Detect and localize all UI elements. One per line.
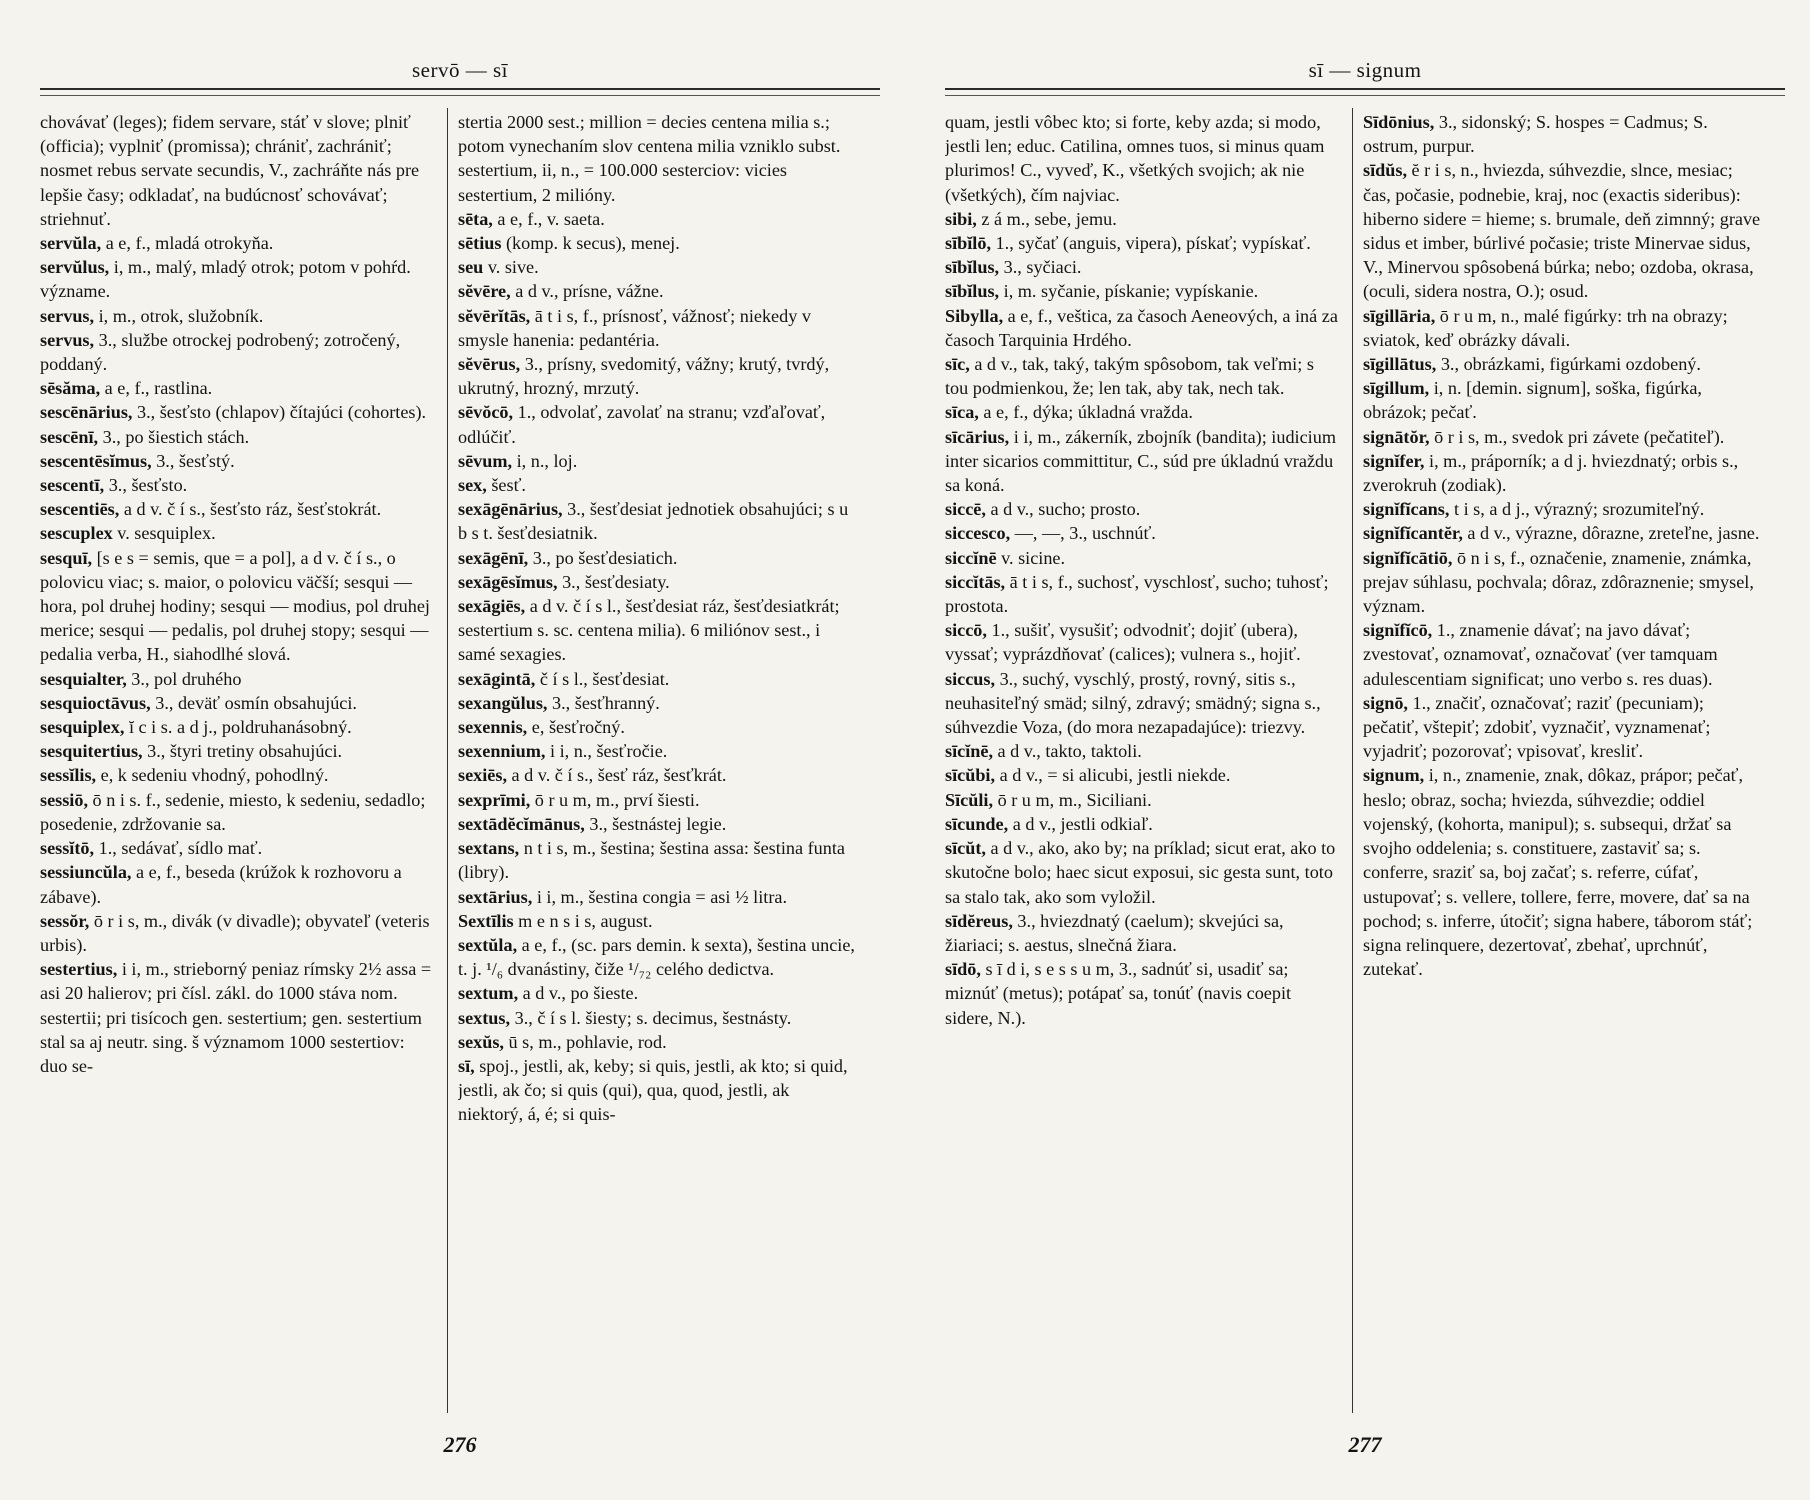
entry-definition: a d v., = si alicubi, jestli niekde.: [999, 765, 1231, 786]
entry-definition: 1., odvolať, zavolať na stranu; vzďaľovať, odlúčiť.: [458, 402, 826, 447]
entry-definition: 3., po šesťdesiatich.: [532, 547, 678, 568]
entry-definition: quam, jestli vôbec kto; si forte, keby azda; si modo, jestli len; educ. Catilina, omnes tuos, si minus quam plurimos! C., vyveď, K., všetkých svojich; ak nie (všetkých), čím najviac.: [945, 112, 1325, 205]
dictionary-entry: [40, 231, 435, 255]
entry-headword: sexŭs,: [458, 1031, 504, 1052]
entry-headword: sīdō,: [945, 959, 981, 980]
entry-headword: sextum,: [458, 983, 519, 1004]
entry-definition: s ī d i, s e s s u m, 3., sadnúť si, usadiť sa; miznúť (metus); potápať sa, tonúť (navis coepit sidere, N.).: [945, 959, 1292, 1028]
dictionary-entry: [40, 473, 435, 497]
dictionary-entry: [945, 618, 1340, 666]
entry-definition: t i s, a d j., výrazný; srozumiteľný.: [1453, 499, 1705, 520]
entry-definition: ō r u m, m., prví šiesti.: [534, 789, 700, 810]
dictionary-entry: [458, 570, 858, 594]
dictionary-entry: [1363, 449, 1763, 497]
entry-headword: sībĭlus,: [945, 281, 1000, 302]
page-number: 276: [443, 1432, 477, 1457]
entry-definition: ō r u m, n., malé figúrky: trh na obrazy; sviatok, keď obrázky dávali.: [1363, 305, 1728, 350]
dictionary-entry: [458, 739, 858, 763]
entry-headword: sĕvērus,: [458, 354, 521, 375]
entry-headword: siccē,: [945, 499, 986, 520]
dictionary-entry: [945, 279, 1340, 303]
dictionary-entry: [1363, 546, 1763, 619]
entry-headword: sī,: [458, 1055, 475, 1076]
entry-headword: servŭla,: [40, 233, 102, 254]
dictionary-entry: [1363, 158, 1763, 303]
entry-definition: ō n i s. f., sedenie, miesto, k sedeniu, sedadlo; posedenie, zdržovanie sa.: [40, 789, 426, 834]
entry-definition: i, m., malý, mladý otrok; potom v pohŕd. význame.: [40, 257, 411, 302]
dictionary-entry: [1363, 691, 1763, 764]
column-right: [1363, 110, 1763, 1410]
dictionary-entry: [40, 836, 435, 860]
dictionary-entry: [40, 788, 435, 836]
entry-definition: 3., deväť osmín obsahujúci.: [155, 692, 357, 713]
entry-headword: siccĭtās,: [945, 571, 1006, 592]
entry-definition: [s e s = semis, que = a pol], a d v. č í s., o polovicu viac; s. maior, o polovicu väčší; sesqui — hora, pol druhej hodiny; sesqui — modius, pol druhej merice; sesqui — pedalis, pol druhej stopy; sesqui — pedalia verba, H., siahodlhé slová.: [40, 547, 430, 665]
entry-definition: a e, f., beseda (krúžok k rozhovoru a zábave).: [40, 862, 402, 907]
dictionary-entry: [40, 546, 435, 667]
entry-definition: z á m., sebe, jemu.: [981, 208, 1117, 229]
entry-definition: ĭ c i s. a d j., poldruhanásobný.: [128, 717, 352, 738]
entry-headword: sētius: [458, 233, 502, 254]
dictionary-entry: [945, 497, 1340, 521]
header-rule: [40, 88, 880, 90]
dictionary-entry: [945, 763, 1340, 787]
entry-headword: sessĭlis,: [40, 765, 97, 786]
dictionary-entry: [458, 304, 858, 352]
right-page: [945, 0, 1785, 1500]
entry-definition: 3., obrázkami, figúrkami ozdobený.: [1440, 354, 1701, 375]
entry-headword: sexangŭlus,: [458, 692, 548, 713]
entry-headword: sextŭla,: [458, 934, 518, 955]
dictionary-entry: [1363, 352, 1763, 376]
dictionary-entry: [458, 110, 858, 207]
entry-headword: sesquialter,: [40, 668, 127, 689]
dictionary-entry: [458, 836, 858, 884]
dictionary-entry: [40, 909, 435, 957]
dictionary-entry: [945, 255, 1340, 279]
entry-headword: signum,: [1363, 765, 1425, 786]
entry-headword: sex,: [458, 475, 487, 496]
entry-headword: signō,: [1363, 692, 1408, 713]
entry-headword: sīgillātus,: [1363, 354, 1437, 375]
entry-headword: sexprīmi,: [458, 789, 531, 810]
entry-headword: sesquī,: [40, 547, 93, 568]
dictionary-entry: [458, 885, 858, 909]
entry-headword: servus,: [40, 329, 95, 350]
entry-definition: ā t i s, f., suchosť, vyschlosť, sucho; tuhosť; prostota.: [945, 571, 1329, 617]
entry-definition: a d v., jestli odkiaľ.: [1012, 813, 1153, 834]
entry-headword: sestertius,: [40, 959, 118, 980]
entry-headword: sĕvēre,: [458, 281, 511, 302]
entry-headword: sēvŏcō,: [458, 402, 514, 423]
entry-definition: a d v., sucho; prosto.: [990, 499, 1141, 520]
entry-definition: a d v., tak, taký, takým spôsobom, tak veľmi; s tou podmienkou, že; len tak, aby tak, nech tak.: [945, 354, 1314, 399]
entry-headword: signĭfĭcō,: [1363, 620, 1433, 641]
entry-definition: 3., štyri tretiny obsahujúci.: [147, 741, 343, 762]
entry-definition: ā t i s, f., prísnosť, vážnosť; niekedy v smysle hanenia: pedantéria.: [458, 305, 811, 350]
dictionary-entry: [1363, 425, 1763, 449]
entry-definition: v. sesquiplex.: [117, 523, 216, 544]
entry-definition: a d v., po šieste.: [522, 983, 639, 1004]
entry-definition: 3., šesťsto.: [108, 475, 188, 496]
entry-headword: sextādĕcĭmānus,: [458, 813, 585, 834]
dictionary-entry: [40, 739, 435, 763]
column-right: [458, 110, 858, 1410]
entry-headword: siccus,: [945, 668, 996, 689]
entry-definition: a e, f., (sc. pars demin. k sexta), šestina uncie, t. j. ¹/₆ dvanástiny, čiže ¹/₇₂ celého dedictva.: [458, 934, 855, 980]
entry-definition: a d v. č í s., šesťsto ráz, šesťstokrát.: [123, 499, 382, 520]
left-page: [40, 0, 880, 1500]
entry-headword: sibi,: [945, 208, 977, 229]
dictionary-entry: [458, 909, 858, 933]
entry-headword: sĕvērĭtās,: [458, 305, 531, 326]
entry-definition: ō r i s, m., svedok pri závete (pečatiteľ).: [1434, 426, 1725, 447]
entry-headword: sīdŭs,: [1363, 160, 1407, 181]
dictionary-entry: [458, 1030, 858, 1054]
entry-definition: a e, f., mladá otrokyňa.: [105, 233, 274, 254]
header-rule: [945, 88, 1785, 90]
entry-definition: spoj., jestli, ak, keby; si quis, jestli, ak kto; si quid, jestli, ak čo; si quis (qui), qua, quod, jestli, ak niektorý, á, é; si quis-: [458, 1055, 848, 1125]
header-rule-thin: [40, 95, 880, 96]
dictionary-entry: [1363, 110, 1763, 158]
entry-definition: —, —, 3., uschnúť.: [1014, 523, 1156, 544]
dictionary-entry: [40, 400, 435, 424]
dictionary-entry: [945, 304, 1340, 352]
entry-definition: v. sive.: [487, 257, 539, 278]
dictionary-entry: [40, 860, 435, 908]
entry-definition: i, n. [demin. signum], soška, figúrka, obrázok; pečať.: [1363, 378, 1702, 423]
dictionary-entry: [945, 667, 1340, 740]
dictionary-entry: [458, 667, 858, 691]
entry-headword: siccesco,: [945, 523, 1011, 544]
entry-definition: a d v. č í s l., šesťdesiat ráz, šesťdesiatkrát; sestertium s. sc. centena milia). 6 miliónov sest., i samé sexagies.: [458, 596, 840, 665]
entry-headword: sīca,: [945, 402, 979, 423]
entry-headword: Sīcŭli,: [945, 789, 994, 810]
dictionary-entry: [458, 715, 858, 739]
dictionary-entry: [945, 909, 1340, 957]
entry-headword: sīcŭt,: [945, 838, 986, 859]
dictionary-entry: [40, 376, 435, 400]
dictionary-entry: [945, 957, 1340, 1030]
entry-definition: 3., pol druhého: [131, 668, 242, 689]
dictionary-entry: [40, 667, 435, 691]
entry-definition: 1., syčať (anguis, vipera), pískať; vypískať.: [995, 233, 1311, 254]
entry-headword: sexāgēnī,: [458, 547, 529, 568]
dictionary-entry: [945, 425, 1340, 498]
dictionary-entry: [945, 521, 1340, 545]
entry-headword: sesquiplex,: [40, 717, 125, 738]
dictionary-entry: [458, 933, 858, 981]
entry-headword: sesquioctāvus,: [40, 692, 151, 713]
entry-headword: signĭfĭcans,: [1363, 499, 1450, 520]
dictionary-entry: [458, 400, 858, 448]
dictionary-entry: [458, 497, 858, 545]
entry-headword: sībĭlus,: [945, 257, 1000, 278]
entry-definition: 3., sidonský; S. hospes = Cadmus; S. ostrum, purpur.: [1363, 112, 1708, 157]
entry-definition: n t i s, m., šestina; šestina assa: šestina funta (libry).: [458, 838, 845, 883]
dictionary-entry: [1363, 304, 1763, 352]
entry-headword: sīcunde,: [945, 813, 1009, 834]
entry-definition: i i, m., šestina congia = asi ½ litra.: [536, 886, 787, 907]
entry-definition: a d v., ako, ako by; na príklad; sicut erat, ako to skutočne bolo; haec sicut exposui, sic gesta sunt, toto sa stalo tak, ako som vyložil.: [945, 838, 1336, 907]
dictionary-entry: [458, 449, 858, 473]
dictionary-entry: [945, 110, 1340, 207]
running-head: servō — sī: [412, 58, 508, 82]
dictionary-entry: [458, 763, 858, 787]
entry-definition: i, m. syčanie, pískanie; vypískanie.: [1003, 281, 1259, 302]
entry-headword: sexiēs,: [458, 765, 507, 786]
entry-headword: sescentī,: [40, 475, 105, 496]
entry-headword: sēsăma,: [40, 378, 101, 399]
entry-headword: sesquitertius,: [40, 741, 143, 762]
dictionary-entry: [458, 594, 858, 667]
entry-definition: i i, m., strieborný peniaz rímsky 2½ assa = asi 20 halierov; pri čísl. zákl. do 1000 stáva nom. sestertii; pri tisícoch gen. sestertium; gen. sestertium stal sa aj neutr. sing. š významom 1000 sestertiov: duo se-: [40, 959, 432, 1076]
entry-definition: m e n s i s, august.: [518, 910, 653, 931]
entry-headword: Sibylla,: [945, 305, 1004, 326]
entry-headword: sībĭlō,: [945, 233, 991, 254]
entry-headword: sīcĭnē,: [945, 741, 993, 762]
entry-headword: sescuplex: [40, 523, 113, 544]
entry-headword: sēvum,: [458, 450, 513, 471]
entry-headword: seu: [458, 257, 484, 278]
dictionary-entry: [945, 231, 1340, 255]
entry-definition: ū s, m., pohlavie, rod.: [508, 1031, 667, 1052]
entry-definition: 1., znamenie dávať; na javo dávať; zvestovať, oznamovať, označovať (ver tamquam adulescentiam significat; uno verbo s. res duas).: [1363, 620, 1718, 689]
dictionary-entry: [458, 812, 858, 836]
dictionary-entry: [945, 352, 1340, 400]
dictionary-entry: [945, 836, 1340, 909]
entry-headword: sextārius,: [458, 886, 533, 907]
dictionary-entry: [1363, 763, 1763, 981]
entry-definition: a e, f., veštica, za časoch Aeneových, a iná za časoch Tarquinia Hrdého.: [945, 305, 1338, 350]
dictionary-entry: [945, 788, 1340, 812]
dictionary-entry: [40, 521, 435, 545]
dictionary-entry: [458, 352, 858, 400]
dictionary-entry: [1363, 376, 1763, 424]
entry-definition: 3., prísny, svedomitý, vážny; krutý, tvrdý, ukrutný, hrozný, mrzutý.: [458, 354, 830, 399]
entry-definition: i, m., otrok, služobník.: [98, 305, 264, 326]
dictionary-entry: [945, 207, 1340, 231]
dictionary-entry: [945, 400, 1340, 424]
entry-headword: sessŏr,: [40, 910, 90, 931]
dictionary-entry: [40, 110, 435, 231]
entry-definition: a d v., prísne, vážne.: [515, 281, 664, 302]
dictionary-entry: [40, 328, 435, 376]
entry-definition: ō n i s, f., označenie, znamenie, známka, prejav súhlasu, pochvala; dôraz, zdôraznenie; smysel, význam.: [1363, 547, 1754, 617]
dictionary-entry: [1363, 497, 1763, 521]
dictionary-entry: [945, 570, 1340, 618]
entry-definition: stertia 2000 sest.; million = decies centena milia s.; potom vynechaním slov centena milia vzniklo subst. sestertium, ii, n., = 100.000 sesterciov: vicies sestertium, 2 milióny.: [458, 112, 841, 205]
dictionary-entry: [458, 279, 858, 303]
entry-definition: v. sicine.: [1001, 547, 1066, 568]
entry-definition: 1., sedávať, sídlo mať.: [98, 838, 263, 859]
entry-definition: e, šesťročný.: [531, 717, 625, 738]
running-head: sī — signum: [1308, 58, 1422, 82]
entry-definition: 3., šesťdesiaty.: [562, 571, 670, 592]
entry-definition: 3., suchý, vyschlý, prostý, rovný, sitis s., neuhasiteľný smäd; silný, zdravý; smädný; signa s., súhvezdie Voza, (do mora nezapadajúce): triezvy.: [945, 668, 1321, 738]
column-divider: [447, 108, 448, 1413]
entry-headword: sescentēsĭmus,: [40, 450, 152, 471]
entry-definition: a e, f., rastlina.: [104, 378, 213, 399]
entry-headword: sexāgintā,: [458, 668, 536, 689]
entry-headword: signātŏr,: [1363, 426, 1430, 447]
entry-definition: 3., šestnástej legie.: [589, 813, 727, 834]
entry-headword: sīdĕreus,: [945, 910, 1013, 931]
entry-headword: sīgillum,: [1363, 378, 1430, 399]
dictionary-entry: [40, 715, 435, 739]
entry-headword: siccō,: [945, 620, 987, 641]
entry-definition: 3., po šiestich stách.: [102, 426, 250, 447]
entry-definition: chovávať (leges); fidem servare, stáť v slove; plniť (officia); vyplniť (promissa); chrániť, zachrániť; nosmet rebus servate secundis, V., zachráňte nás pre lepšie časy; odkladať, na budúcnosť schovávať; striehnuť.: [40, 112, 420, 229]
column-left: [945, 110, 1340, 1410]
entry-headword: sīgillāria,: [1363, 305, 1436, 326]
entry-definition: 3., hviezdnatý (caelum); skvejúci sa, žiariaci; s. aestus, slnečná žiara.: [945, 910, 1284, 955]
dictionary-entry: [458, 207, 858, 231]
entry-definition: 3., šesťhranný.: [552, 692, 660, 713]
entry-definition: a d v. č í s., šesť ráz, šesťkrát.: [511, 765, 727, 786]
dictionary-entry: [40, 425, 435, 449]
entry-headword: sessiō,: [40, 789, 88, 810]
dictionary-entry: [40, 957, 435, 1078]
entry-headword: Sextīlis: [458, 910, 514, 931]
entry-definition: 3., šesťdesiat jednotiek obsahujúci; s u b s t. šesťdesiatnik.: [458, 499, 849, 544]
column-left: [40, 110, 435, 1410]
entry-headword: sescentiēs,: [40, 499, 120, 520]
page-number: 277: [1348, 1432, 1382, 1457]
entry-definition: ĕ r i s, n., hviezda, súhvezdie, slnce, mesiac; čas, počasie, podnebie, kraj, noc (exactis sideribus): hiberno sidere = hieme; s. brumale, deň zimnný; grave sidus et imber, búrlivé počasie; triste Minervae sidus, V., Minervou spôsobená búrka; nebo; ozdoba, okrasa, (oculi, sidera nostra, O.); osud.: [1363, 160, 1761, 302]
entry-headword: sīcārius,: [945, 426, 1010, 447]
entry-headword: sīc,: [945, 354, 970, 375]
entry-definition: č í s l., šesťdesiat.: [539, 668, 670, 689]
dictionary-entry: [458, 788, 858, 812]
entry-definition: 3., šesťsto (chlapov) čítajúci (cohortes).: [137, 402, 427, 423]
entry-headword: sessiuncŭla,: [40, 862, 132, 883]
dictionary-entry: [40, 763, 435, 787]
entry-definition: i, n., loj.: [516, 450, 578, 471]
entry-headword: sescēnārius,: [40, 402, 133, 423]
entry-definition: 3., č í s l. šiesty; s. decimus, šestnásty.: [514, 1007, 792, 1028]
entry-headword: sexennis,: [458, 717, 528, 738]
entry-definition: (komp. k secus), menej.: [506, 233, 680, 254]
entry-definition: šesť.: [491, 475, 526, 496]
entry-definition: i, m., práporník; a d j. hviezdnatý; orbis s., zverokruh (zodiak).: [1363, 450, 1739, 496]
dictionary-entry: [40, 255, 435, 303]
entry-headword: sextus,: [458, 1007, 511, 1028]
entry-definition: 1., značiť, označovať; raziť (pecuniam); pečatiť, vštepiť; zdobiť, vyznačiť, vyznamenať; vyjadriť; pozorovať; vpisovať, kresliť.: [1363, 692, 1711, 762]
entry-definition: 3., šesťstý.: [156, 450, 235, 471]
dictionary-entry: [458, 473, 858, 497]
entry-headword: signĭfĭcantĕr,: [1363, 523, 1463, 544]
entry-headword: sessĭtō,: [40, 838, 95, 859]
entry-headword: sexāgēnārius,: [458, 499, 563, 520]
entry-definition: 3., službe otrockej podrobený; zotročený, poddaný.: [40, 329, 401, 375]
dictionary-entry: [40, 691, 435, 715]
dictionary-entry: [458, 691, 858, 715]
dictionary-entry: [945, 739, 1340, 763]
dictionary-entry: [40, 304, 435, 328]
dictionary-entry: [458, 981, 858, 1005]
entry-headword: sexāgēsĭmus,: [458, 571, 558, 592]
entry-definition: a e, f., v. saeta.: [497, 208, 605, 229]
dictionary-entry: [458, 231, 858, 255]
entry-headword: signĭfĭcātiō,: [1363, 547, 1453, 568]
dictionary-entry: [1363, 521, 1763, 545]
header-rule-thin: [945, 95, 1785, 96]
entry-headword: sextans,: [458, 838, 520, 859]
entry-headword: Sīdōnius,: [1363, 112, 1435, 132]
dictionary-entry: [458, 255, 858, 279]
entry-definition: ō r u m, m., Siciliani.: [997, 789, 1152, 810]
dictionary-entry: [458, 546, 858, 570]
entry-headword: siccĭnē: [945, 547, 997, 568]
dictionary-entry: [40, 497, 435, 521]
entry-definition: a d v., výrazne, dôrazne, zreteľne, jasne.: [1467, 523, 1760, 544]
dictionary-entry: [945, 546, 1340, 570]
dictionary-entry: [1363, 618, 1763, 691]
entry-headword: signĭfer,: [1363, 450, 1425, 471]
entry-definition: a e, f., dýka; úkladná vražda.: [983, 402, 1193, 423]
entry-definition: 3., syčiaci.: [1003, 257, 1082, 278]
dictionary-entry: [945, 812, 1340, 836]
entry-headword: sescēnī,: [40, 426, 99, 447]
entry-headword: sēta,: [458, 208, 493, 229]
dictionary-entry: [458, 1054, 858, 1127]
entry-definition: 1., sušiť, vysušiť; odvodniť; dojiť (ubera), vyssať; vyprázdňovať (calices); vulnera s., hojiť.: [945, 620, 1301, 665]
entry-definition: a d v., takto, taktoli.: [997, 741, 1142, 762]
entry-headword: servŭlus,: [40, 257, 110, 278]
entry-definition: i i, m., zákerník, zbojník (bandita); iudicium inter sicarios committitur, C., súd pre úkladnú vraždu sa koná.: [945, 426, 1336, 496]
entry-headword: sīcŭbi,: [945, 765, 996, 786]
entry-headword: sexāgiēs,: [458, 596, 526, 617]
dictionary-entry: [458, 1006, 858, 1030]
entry-headword: servus,: [40, 305, 95, 326]
entry-definition: ō r i s, m., divák (v divadle); obyvateľ (veteris urbis).: [40, 910, 430, 955]
dictionary-entry: [40, 449, 435, 473]
entry-headword: sexennium,: [458, 741, 546, 762]
entry-definition: i i, n., šesťročie.: [549, 741, 668, 762]
column-divider: [1352, 108, 1353, 1413]
entry-definition: i, n., znamenie, znak, dôkaz, prápor; pečať, heslo; obraz, socha; hviezda, súhvezdie; oddiel vojenský, (kohorta, manipul); s. subsequi, držať sa svojho oddelenia; s. constituere, zastaviť sa; s. conferre, sraziť sa, boj začať; s. referre, cúfať, ustupovať; s. vellere, tollere, ferre, movere, dať sa na pochod; s. inferre, útočiť; signa habere, táborom stáť; signa relinquere, dezertovať, zbehať, uprchnúť, zutekať.: [1363, 765, 1753, 980]
entry-definition: e, k sedeniu vhodný, pohodlný.: [100, 765, 329, 786]
